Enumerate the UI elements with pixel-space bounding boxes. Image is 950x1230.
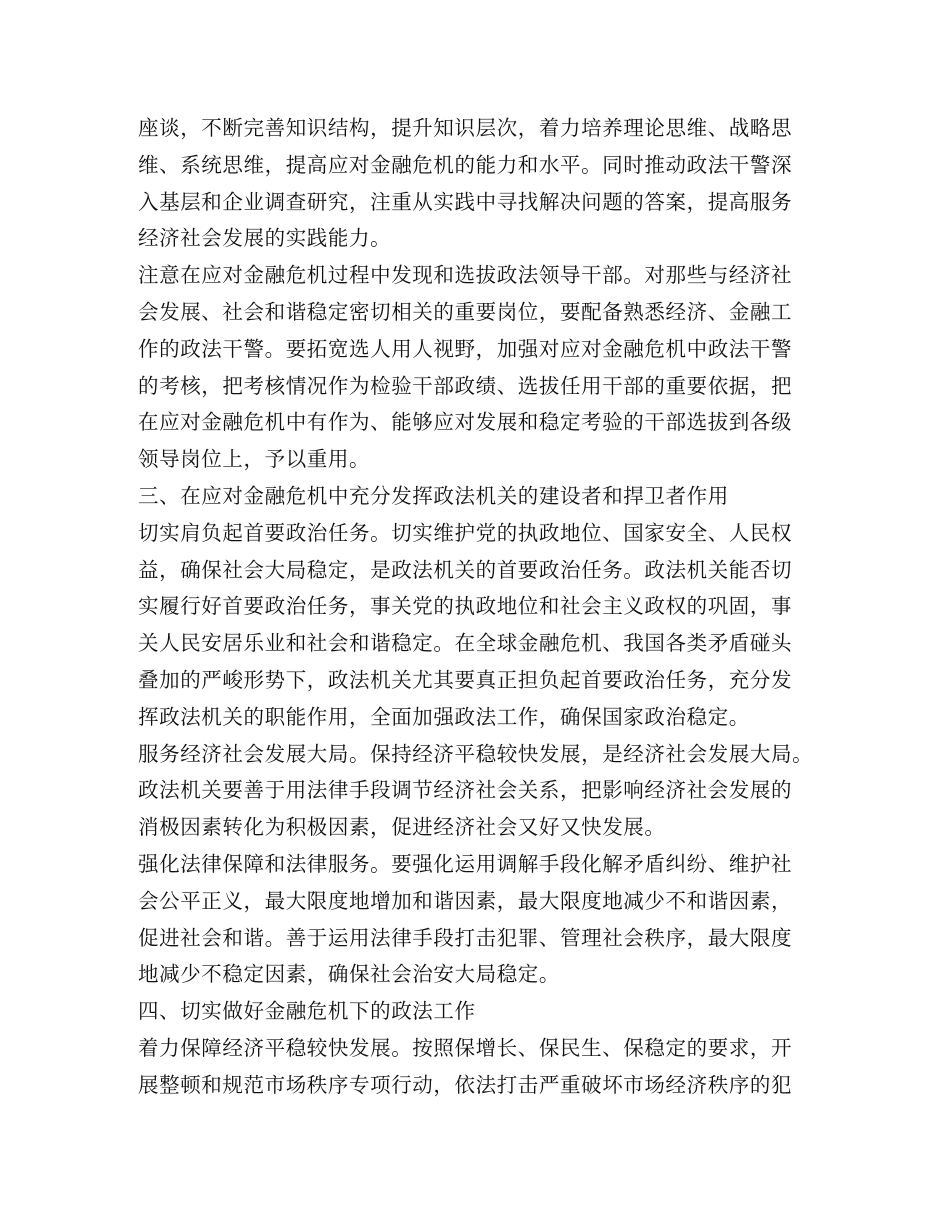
text-line: 促进社会和谐。善于运用法律手段打击犯罪、管理社会秩序，最大限度 xyxy=(138,925,793,950)
text-line: 维、系统思维，提高应对金融危机的能力和水平。同时推动政法干警深 xyxy=(138,152,793,177)
text-line: 展整顿和规范市场秩序专项行动，依法打击严重破坏市场经济秩序的犯 xyxy=(138,1072,793,1097)
text-line: 切实肩负起首要政治任务。切实维护党的执政地位、国家安全、人民权 xyxy=(138,520,793,545)
text-line: 消极因素转化为积极因素，促进经济社会又好又快发展。 xyxy=(138,815,666,840)
text-line: 政法机关要善于用法律手段调节经济社会关系，把影响经济社会发展的 xyxy=(138,778,793,803)
text-line: 会发展、社会和谐稳定密切相关的重要岗位，要配备熟悉经济、金融工 xyxy=(138,299,793,324)
text-line: 入基层和企业调查研究，注重从实践中寻找解决问题的答案，提高服务 xyxy=(138,189,793,214)
section-heading: 四、切实做好金融危机下的政法工作 xyxy=(138,999,476,1024)
text-line: 挥政法机关的职能作用，全面加强政法工作，确保国家政治稳定。 xyxy=(138,704,750,729)
text-line: 领导岗位上，予以重用。 xyxy=(138,447,371,472)
text-line: 关人民安居乐业和社会和谐稳定。在全球金融危机、我国各类矛盾碰头 xyxy=(138,631,793,656)
text-line: 地减少不稳定因素，确保社会治安大局稳定。 xyxy=(138,962,560,987)
section-heading: 三、在应对金融危机中充分发挥政法机关的建设者和捍卫者作用 xyxy=(138,483,729,508)
text-line: 经济社会发展的实践能力。 xyxy=(138,226,392,251)
text-line: 作的政法干警。要拓宽选人用人视野，加强对应对金融危机中政法干警 xyxy=(138,336,793,361)
text-line: 实履行好首要政治任务，事关党的执政地位和社会主义政权的巩固，事 xyxy=(138,594,793,619)
text-line: 会公平正义，最大限度地增加和谐因素，最大限度地减少不和谐因素， xyxy=(138,888,793,913)
text-line: 座谈，不断完善知识结构，提升知识层次，着力培养理论思维、战略思 xyxy=(138,116,793,140)
text-line: 叠加的严峻形势下，政法机关尤其要真正担负起首要政治任务，充分发 xyxy=(138,667,793,692)
text-line: 服务经济社会发展大局。保持经济平稳较快发展，是经济社会发展大局。 xyxy=(138,741,814,766)
text-line: 在应对金融危机中有作为、能够应对发展和稳定考验的干部选拔到各级 xyxy=(138,410,793,435)
text-line: 的考核，把考核情况作为检验干部政绩、选拔任用干部的重要依据，把 xyxy=(138,373,793,398)
text-line: 注意在应对金融危机过程中发现和选拔政法领导干部。对那些与经济社 xyxy=(138,263,793,288)
text-line: 强化法律保障和法律服务。要强化运用调解手段化解矛盾纠纷、维护社 xyxy=(138,851,793,876)
text-line: 益，确保社会大局稳定，是政法机关的首要政治任务。政法机关能否切 xyxy=(138,557,793,582)
body-text xyxy=(138,110,828,1104)
text-line: 着力保障经济平稳较快发展。按照保增长、保民生、保稳定的要求，开 xyxy=(138,1035,793,1060)
